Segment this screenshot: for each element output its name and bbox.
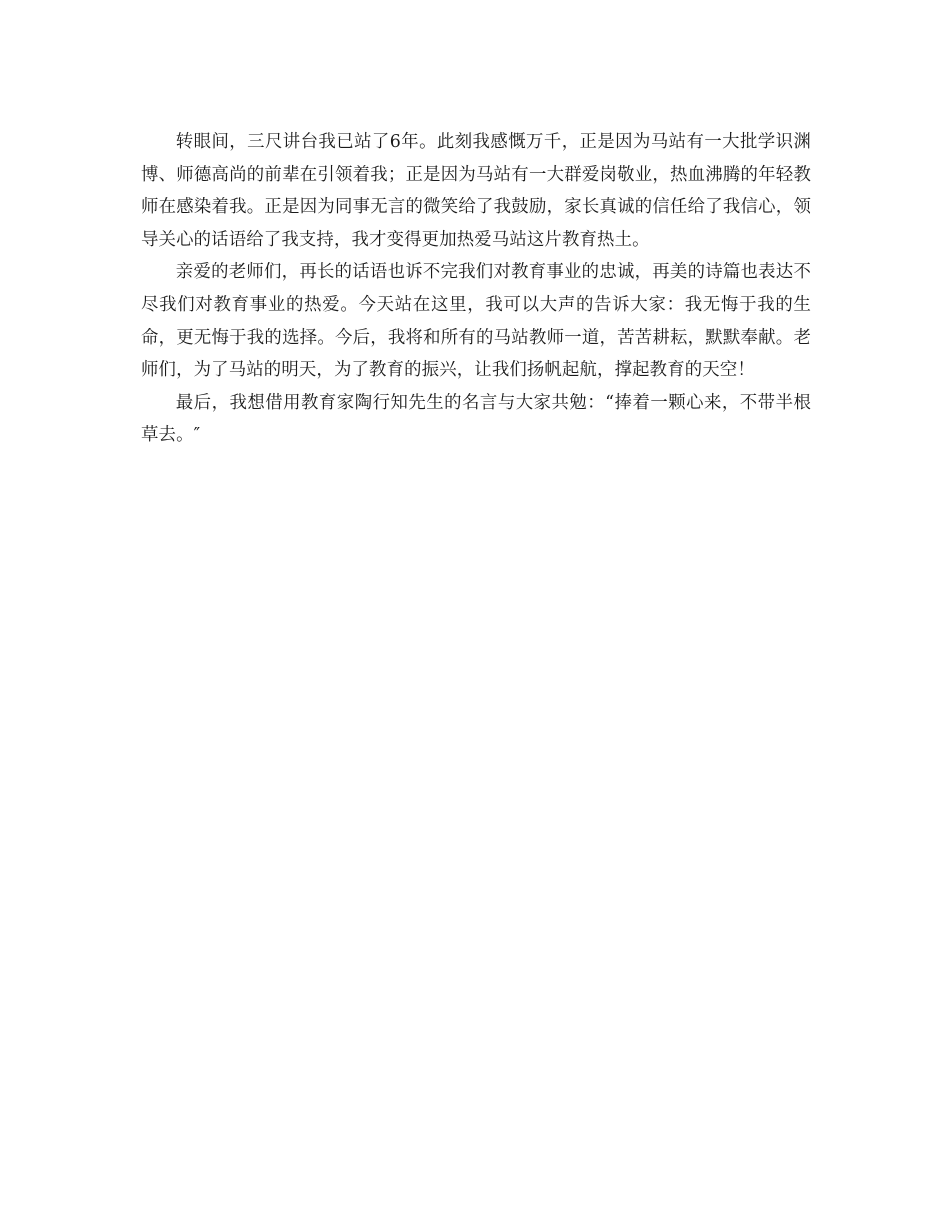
paragraph-2: 亲爱的老师们，再长的话语也诉不完我们对教育事业的忠诚，再美的诗篇也表达不尽我们对教育事业的热爱。今天站在这里，我可以大声的告诉大家：我无悔于我的生命，更无悔于我的选择。今后，我将和所有的马站教师一道，苦苦耕耘，默默奉献。老师们，为了马站的明天，为了教育的振兴，让我们扬帆起航，撑起教育的天空！ (141, 262, 811, 381)
paragraph-3: 最后，我想借用教育家陶行知先生的名言与大家共勉：“捧着一颗心来，不带半根草去。″ (141, 392, 811, 446)
document-body (141, 126, 811, 452)
paragraph-1: 转眼间，三尺讲台我已站了6年。此刻我感慨万千，正是因为马站有一大批学识渊博、师德高尚的前辈在引领着我；正是因为马站有一大群爱岗敬业，热血沸腾的年轻教师在感染着我。正是因为同事无言的微笑给了我鼓励，家长真诚的信任给了我信心，领导关心的话语给了我支持，我才变得更加热爱马站这片教育热土。 (141, 132, 811, 250)
